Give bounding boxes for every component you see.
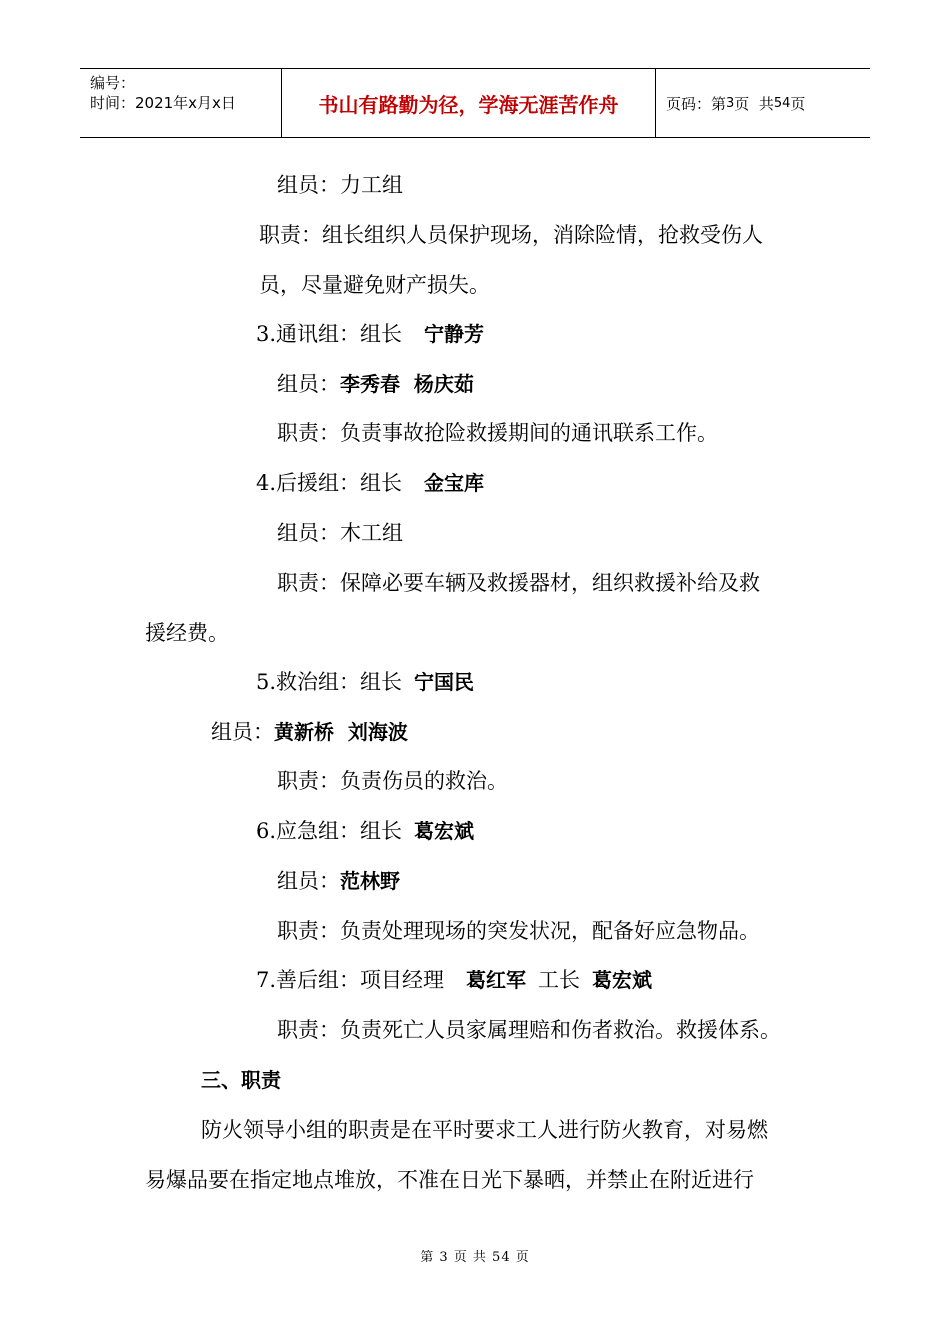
text-line: 职责：组长组织人员保护现场，消除险情，抢救受伤人 <box>259 223 763 247</box>
foreman-name: 葛宏斌 <box>592 968 653 992</box>
group-heading: 6.应急组：组长 <box>256 819 403 843</box>
page-mid: 页 共 <box>734 94 774 113</box>
members-label: 组员： <box>277 372 340 396</box>
text-line: 职责：负责事故抢险救援期间的通讯联系工作。 <box>277 421 718 445</box>
members-label: 组员： <box>277 869 340 893</box>
text-line: 易爆品要在指定地点堆放，不准在日光下暴晒，并禁止在附近进行 <box>145 1168 754 1192</box>
text-line <box>256 965 652 995</box>
text-line: 员，尽量避免财产损失。 <box>259 273 490 297</box>
text-line <box>277 866 400 896</box>
manager-name: 葛红军 <box>466 968 527 992</box>
leader-name: 金宝库 <box>424 471 485 495</box>
text-line <box>256 319 484 349</box>
document-number-label: 编号： <box>90 74 136 92</box>
header-page-info <box>656 69 870 137</box>
text-line: 组员：木工组 <box>277 521 403 545</box>
page-current: 3 <box>726 95 735 111</box>
members-label: 组员： <box>211 720 274 744</box>
text-line: 防火领导小组的职责是在平时要求工人进行防火教育，对易燃 <box>201 1118 768 1142</box>
group-heading: 7.善后组：项目经理 <box>256 968 445 992</box>
text-line: 职责：负责死亡人员家属理赔和伤者救治。救援体系。 <box>277 1018 781 1042</box>
text-line <box>211 717 408 747</box>
page-header <box>80 68 870 138</box>
header-motto: 书山有路勤为径，学海无涯苦作舟 <box>282 69 656 137</box>
text-line <box>256 667 474 697</box>
page-suffix: 页 <box>790 94 806 113</box>
group-heading: 5.救治组：组长 <box>256 670 403 694</box>
member-names: 黄新桥 刘海波 <box>274 720 408 744</box>
leader-name: 宁国民 <box>414 670 475 694</box>
member-names: 范林野 <box>340 869 400 893</box>
text-line <box>256 816 474 846</box>
text-line: 援经费。 <box>145 621 229 645</box>
leader-name: 葛宏斌 <box>414 819 475 843</box>
header-meta <box>80 69 282 137</box>
text-line: 职责：保障必要车辆及救援器材，组织救援补给及救 <box>277 571 760 595</box>
section-heading: 三、职责 <box>201 1068 281 1092</box>
group-heading: 3.通讯组：组长 <box>256 322 403 346</box>
text-line: 职责：负责伤员的救治。 <box>277 769 508 793</box>
foreman-label: 工长 <box>538 968 581 992</box>
page-prefix: 页码：第 <box>666 94 727 113</box>
text-line <box>277 369 474 399</box>
page-footer: 第 3 页 共 54 页 <box>420 1250 530 1265</box>
text-line <box>256 468 484 498</box>
document-date: 时间：2021年x月x日 <box>90 94 236 112</box>
text-line: 职责：负责处理现场的突发状况，配备好应急物品。 <box>277 919 760 943</box>
member-names: 李秀春 杨庆茹 <box>340 372 474 396</box>
text-line: 组员：力工组 <box>277 173 403 197</box>
group-heading: 4.后援组：组长 <box>256 471 403 495</box>
leader-name: 宁静芳 <box>424 322 485 346</box>
page-total: 54 <box>773 95 791 111</box>
